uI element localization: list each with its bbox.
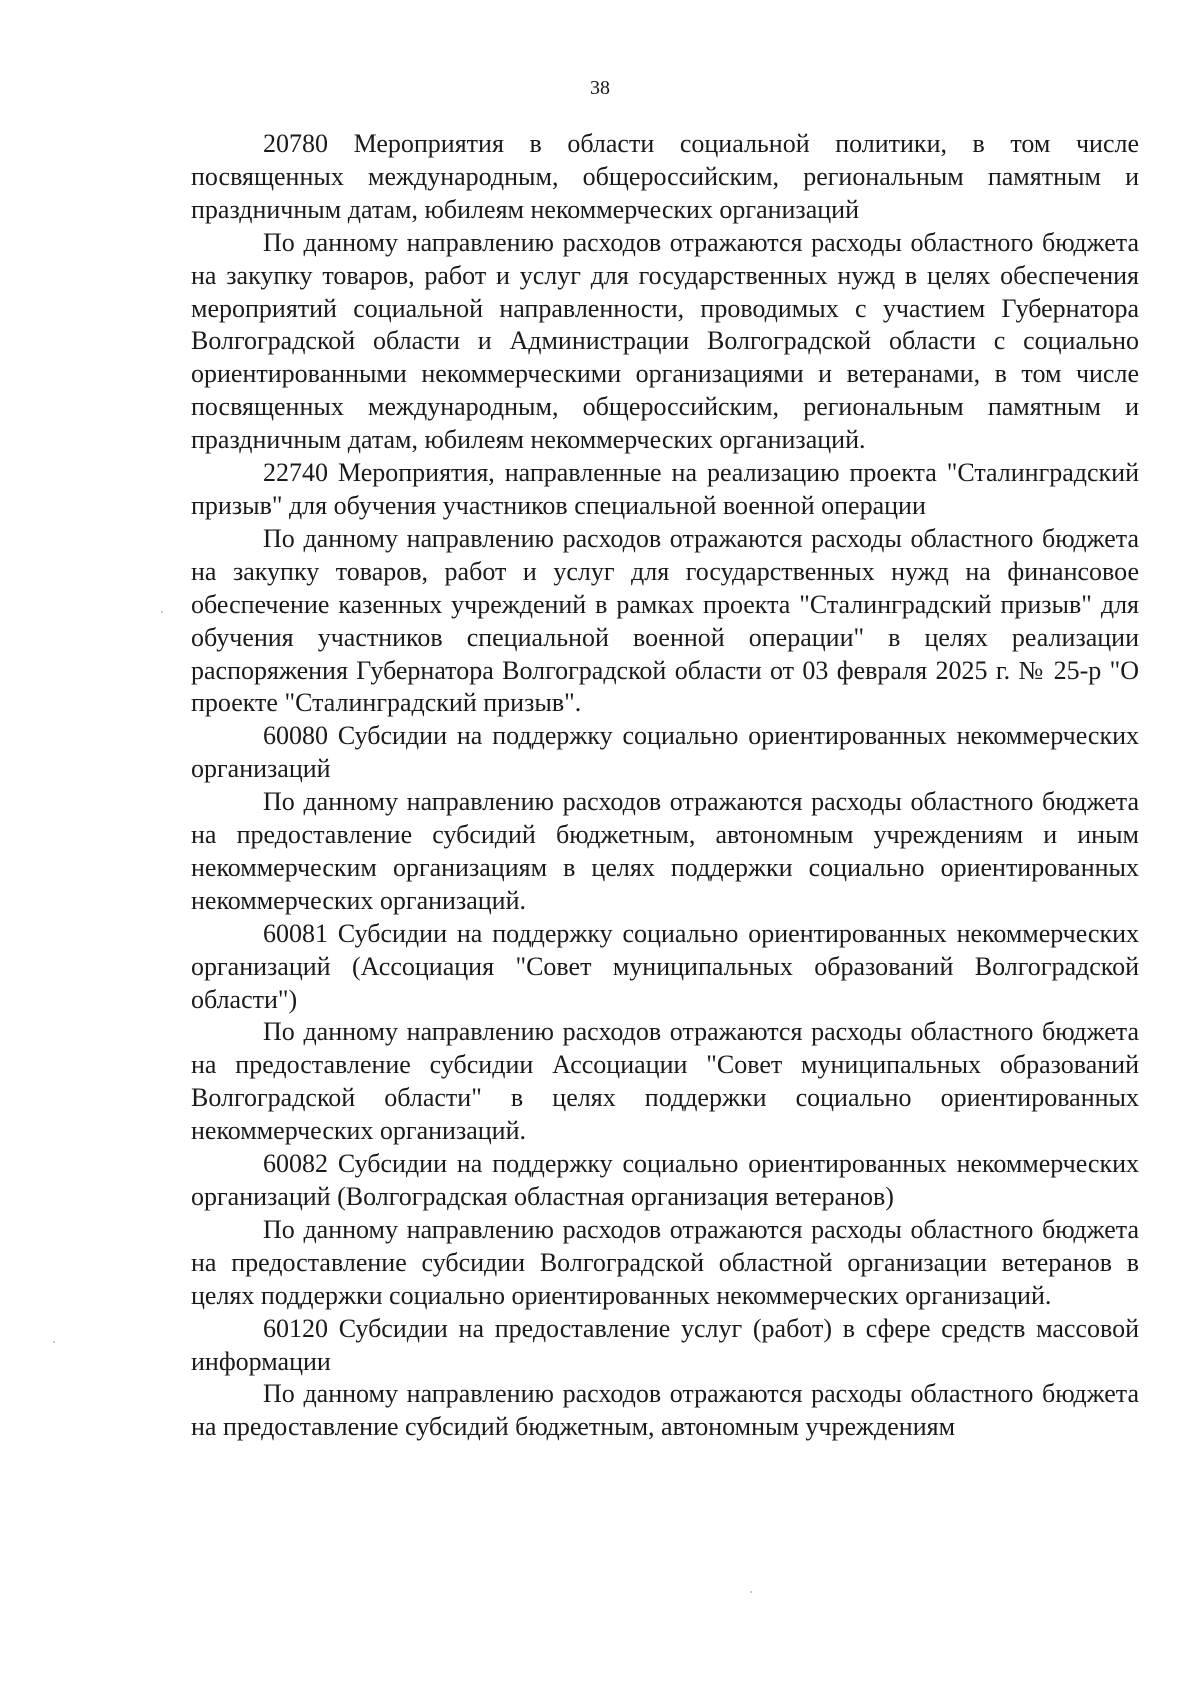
paragraph-code-22740: 22740 Мероприятия, направленные на реализацию проекта "Сталинградский призыв" для обучения участников специальной военной операции [191, 458, 1139, 520]
paragraph-description-60120: По данному направлению расходов отражаются расходы областного бюджета на предоставление субсидий бюджетным, автономным учреждениям [191, 1379, 1139, 1442]
scan-speck [750, 1591, 752, 1593]
paragraph-description-22740: По данному направлению расходов отражаются расходы областного бюджета на закупку товаров, работ и услуг для государственных нужд на финансовое обеспечение казенных учреждений в рамках проекта "Сталинградский призыв" для обучения участников специальной военной операции" в целях реализации распоряжения Губернатора Волгоградской области от 03 февраля 2025 г. № 25-р "О проекте "Сталинградский призыв". [191, 523, 1139, 718]
paragraph-code-60082: 60082 Субсидии на поддержку социально ориентированных некоммерческих организаций (Волгоградская областная организация ветеранов) [191, 1149, 1139, 1211]
paragraph-description-60080: По данному направлению расходов отражаются расходы областного бюджета на предоставление субсидий бюджетным, автономным учреждениям и иным некоммерческим организациям в целях поддержки социально ориентированных некоммерческих организаций. [191, 787, 1139, 915]
scan-speck [53, 1341, 55, 1343]
paragraph-code-60080: 60080 Субсидии на поддержку социально ориентированных некоммерческих организаций [191, 721, 1139, 784]
paragraph-code-60120: 60120 Субсидии на предоставление услуг (работ) в сфере средств массовой информации [191, 1313, 1139, 1376]
paragraph-code-20780: 20780 Мероприятия в области социальной политики, в том числе посвященных международным, общероссийским, региональным памятным и праздничным датам, юбилеям некоммерческих организаций [191, 129, 1139, 224]
paragraph-description-20780: По данному направлению расходов отражаются расходы областного бюджета на закупку товаров, работ и услуг для государственных нужд в целях обеспечения мероприятий социальной направленности, проводимых с участием Губернатора Волгоградской области и Администрации Волгоградской области с социально ориентированными некоммерческими организациями и ветеранами, в том числе посвященных международным, общероссийским, региональным памятным и праздничным датам, юбилеям некоммерческих организаций. [191, 227, 1139, 455]
paragraph-code-60081: 60081 Субсидии на поддержку социально ориентированных некоммерческих организаций (Ассоциация "Совет муниципальных образований Волгоградской области") [191, 918, 1139, 1014]
paragraph-description-60082: По данному направлению расходов отражаются расходы областного бюджета на предоставление субсидии Волгоградской областной организации ветеранов в целях поддержки социально ориентированных некоммерческих организаций. [191, 1214, 1139, 1310]
document-body [191, 128, 1139, 1444]
scan-speck [161, 611, 163, 613]
page-number: 38 [590, 77, 610, 99]
paragraph-description-60081: По данному направлению расходов отражаются расходы областного бюджета на предоставление субсидии Ассоциации "Совет муниципальных образований Волгоградской области" в целях поддержки социально ориентированных некоммерческих организаций. [191, 1017, 1139, 1146]
